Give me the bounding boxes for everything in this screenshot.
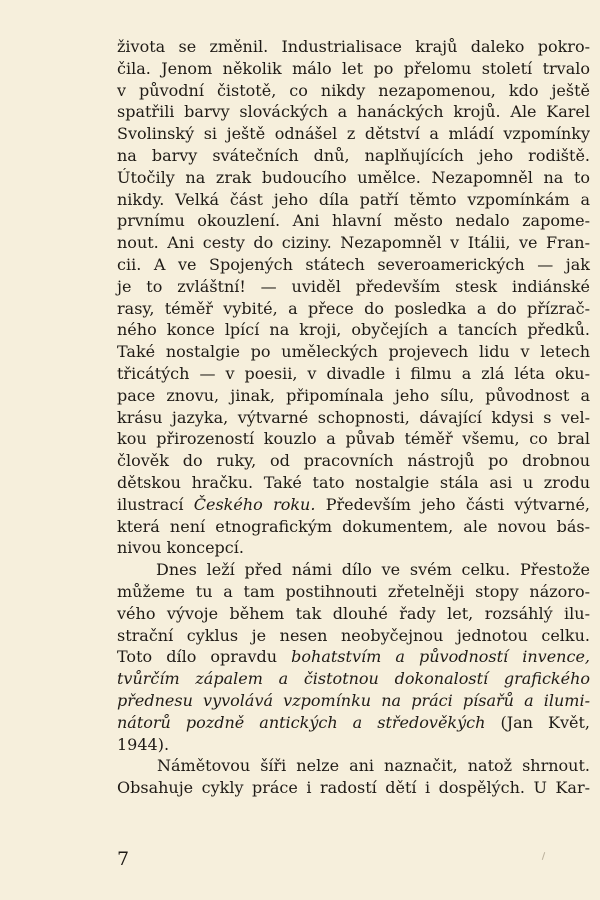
text-line: [117, 668, 590, 690]
text-line: [117, 734, 590, 756]
text-segment: Útočily na zrak budoucího umělce. Nezapomněl na to: [117, 167, 590, 187]
text-segment: ilustrací: [117, 494, 194, 514]
text-segment: krásu jazyka, výtvarné schopnosti, dávající kdysi s vel-: [117, 407, 590, 427]
text-segment: čila. Jenom několik málo let po přelomu století trvalo: [117, 58, 590, 78]
text-line: [117, 189, 590, 211]
italic-text: tvůrčím zápalem a čistotnou dokonalostí grafického: [117, 669, 590, 689]
text-line: [117, 298, 590, 320]
text-segment: spatřili barvy slováckých a hanáckých krojů. Ale Karel: [117, 102, 590, 122]
text-segment: strační cyklus je nesen neobyčejnou jednotou celku.: [117, 625, 590, 645]
page-number: 7: [117, 848, 130, 870]
italic-text: bohatstvím a původností invence,: [291, 647, 590, 667]
text-line: [117, 646, 590, 668]
text-line: [117, 319, 590, 341]
text-line: [117, 80, 590, 102]
text-segment: Také nostalgie po uměleckých projevech lidu v letech: [117, 342, 590, 362]
text-line: [117, 472, 590, 494]
text-line: [117, 407, 590, 429]
text-segment: Obsahuje cykly práce i radostí dětí i dospělých. U Kar-: [117, 778, 590, 798]
text-line: [117, 232, 590, 254]
book-page: [117, 0, 590, 900]
text-line: [117, 36, 590, 58]
text-line: [117, 559, 590, 581]
text-segment: ného konce lpící na kroji, obyčejích a tancích předků.: [117, 320, 590, 340]
text-segment: Především jeho části výtvarné,: [315, 494, 591, 514]
text-segment: je to zvláštní! — uviděl především stesk indiánské: [117, 276, 590, 296]
text-line: [117, 450, 590, 472]
text-segment: nivou koncepcí.: [117, 538, 244, 558]
text-line: [117, 123, 590, 145]
text-line: [117, 385, 590, 407]
text-segment: pace znovu, jinak, připomínala jeho sílu, původnost a: [117, 385, 590, 405]
text-segment: můžeme tu a tam postihnouti zřetelněji stopy názoro-: [117, 581, 590, 601]
text-segment: (Jan Květ,: [485, 712, 590, 732]
text-segment: Svolinský si ještě odnášel z dětství a mládí vzpomínky: [117, 124, 590, 144]
text-segment: 1944).: [117, 734, 170, 754]
text-segment: Dnes leží před námi dílo ve svém celku. Přestože: [117, 560, 590, 580]
body-text: [117, 36, 590, 799]
text-segment: vého vývoje během tak dlouhé řady let, rozsáhlý ilu-: [117, 603, 590, 623]
text-segment: nikdy. Velká část jeho díla patří těmto vzpomínkám a: [117, 189, 590, 209]
text-segment: dětskou hračku. Také tato nostalgie stála asi u zrodu: [117, 472, 590, 492]
text-segment: kou přirozeností kouzlo a půvab téměř všemu, co bral: [117, 429, 590, 449]
text-line: [117, 428, 590, 450]
text-segment: nout. Ani cesty do ciziny. Nezapomněl v Itálii, ve Fran-: [117, 233, 590, 253]
text-line: [117, 712, 590, 734]
text-line: [117, 494, 590, 516]
text-line: [117, 145, 590, 167]
text-segment: cii. A ve Spojených státech severoamerických — jak: [117, 254, 590, 274]
italic-text: přednesu vyvolává vzpomínku na práci písařů a ilumi-: [117, 690, 590, 710]
text-segment: na barvy svátečních dnů, naplňujících jeho rodiště.: [117, 145, 590, 165]
text-line: [117, 101, 590, 123]
text-segment: prvnímu okouzlení. Ani hlavní město nedalo zapome-: [117, 211, 590, 231]
text-line: [117, 210, 590, 232]
text-segment: člověk do ruky, od pracovních nástrojů po drobnou: [117, 451, 590, 471]
text-segment: rasy, téměř vybité, a přece do posledka a do přízrač-: [117, 298, 590, 318]
text-line: [117, 254, 590, 276]
text-line: [117, 581, 590, 603]
text-line: [117, 690, 590, 712]
text-line: [117, 58, 590, 80]
text-line: [117, 516, 590, 538]
text-segment: Námětovou šíři nelze ani naznačit, natož shrnout.: [117, 756, 590, 776]
text-line: [117, 777, 590, 799]
italic-text: Českého roku.: [193, 494, 316, 514]
text-line: [117, 603, 590, 625]
text-line: [117, 276, 590, 298]
text-line: [117, 167, 590, 189]
text-line: [117, 755, 590, 777]
italic-text: nátorů pozdně antických a středověkých: [117, 712, 486, 732]
text-line: [117, 341, 590, 363]
text-segment: života se změnil. Industrialisace krajů daleko pokro-: [117, 37, 590, 56]
text-line: [117, 537, 590, 559]
text-segment: třicátých — v poesii, v divadle i filmu a zlá léta oku-: [117, 363, 590, 383]
text-segment: která není etnografickým dokumentem, ale novou bás-: [117, 516, 590, 536]
text-line: [117, 625, 590, 647]
text-segment: v původní čistotě, co nikdy nezapomenou, kdo ještě: [117, 80, 590, 100]
text-segment: Toto dílo opravdu: [117, 647, 292, 667]
text-line: [117, 363, 590, 385]
